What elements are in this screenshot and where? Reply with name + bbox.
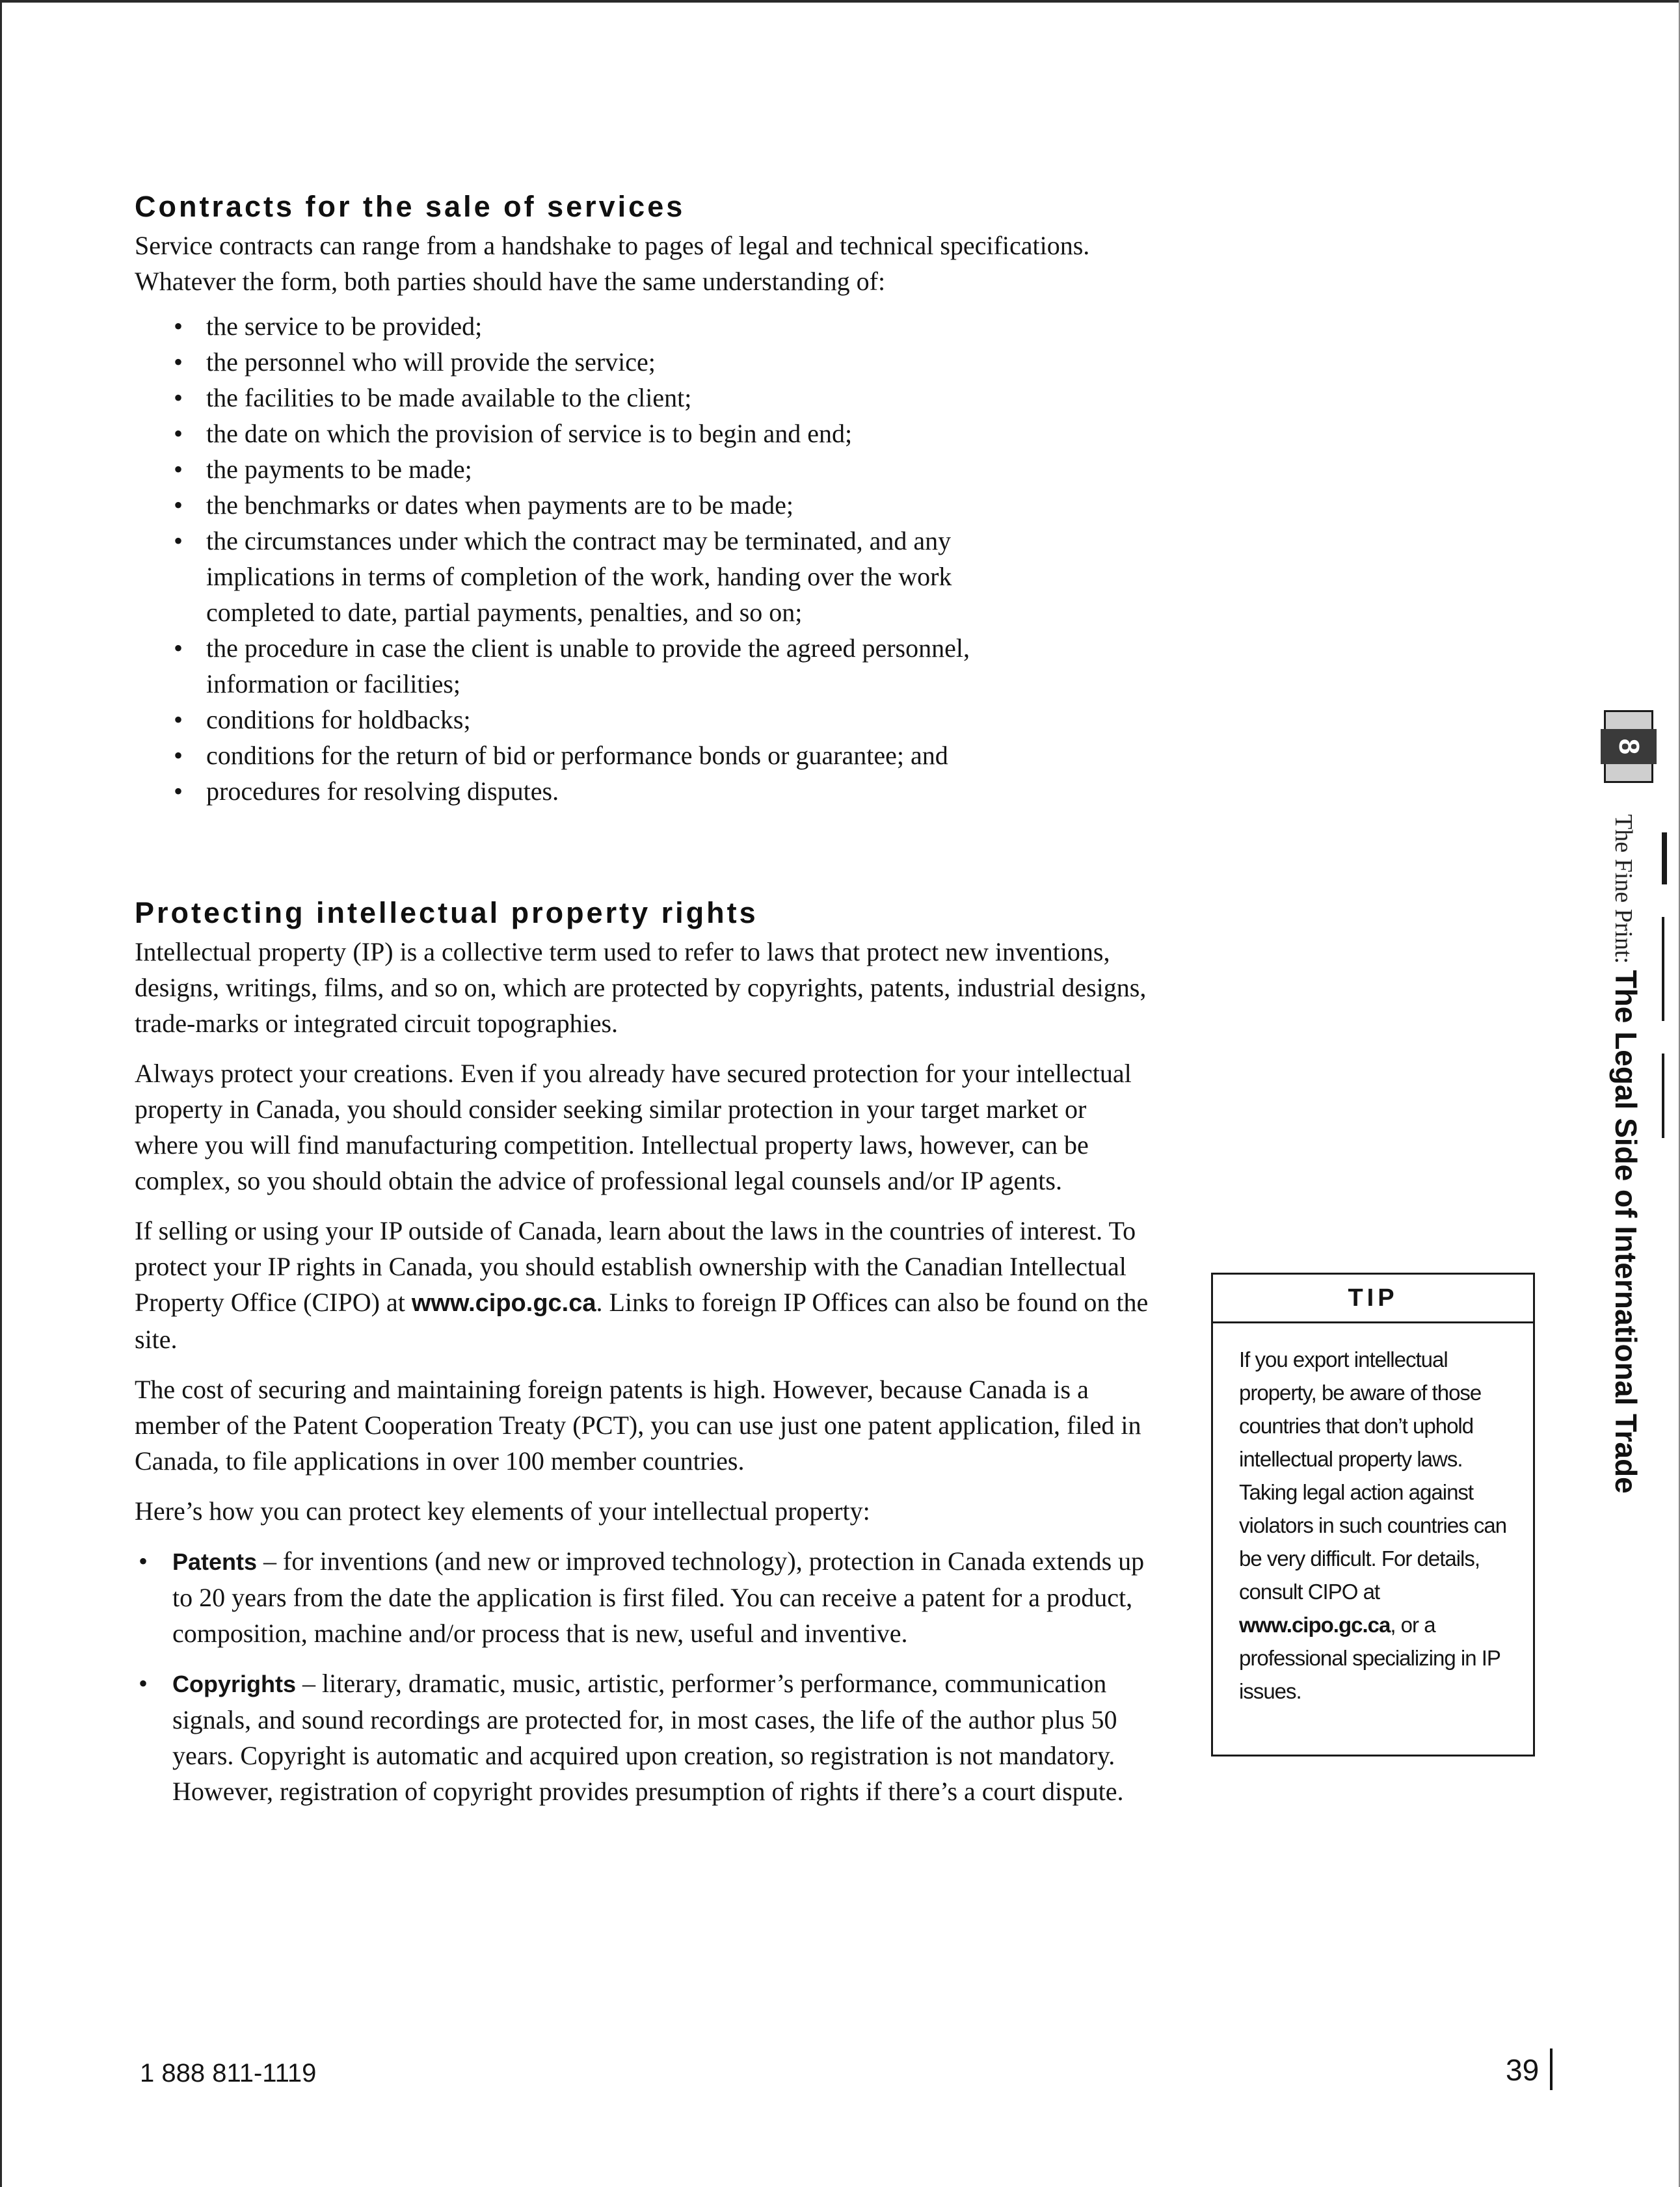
ip-paragraph-3-tail: . Links to foreign IP Offices can also be found on the site. xyxy=(135,1288,1149,1354)
side-title-main: The Legal Side of International Trade xyxy=(1609,970,1643,1494)
patents-description: – for inventions (and new or improved technology), protection in Canada extends up to 20 years from the date the application is first filed. You can receive a patent for a product, composition, machine and/or process that is new, useful and inventive. xyxy=(172,1546,1145,1648)
term-copyrights: Copyrights xyxy=(172,1671,297,1697)
ip-paragraph-2: Always protect your creations. Even if you already have secured protection for your intellectual property in Canada, you should consider seeking similar protection in your target market or where you will find manufacturing competition. Intellectual property laws, however, can be complex, so you should obtain the advice of professional legal counsels and/or IP agents. xyxy=(135,1059,1132,1195)
edge-mark xyxy=(1662,832,1667,884)
list-item: • the circumstances under which the contract may be terminated, and any implications in terms of completion of the work, handing over the work completed to date, partial payments, penalties, and so on; xyxy=(174,523,1065,630)
services-heading: Contracts for the sale of services xyxy=(135,190,686,223)
tip-text: If you export intellectual property, be aware of those countries that don’t uphold intellectual property laws. Taking legal action against violators in such countries can be very difficult. For details, consult CIPO at xyxy=(1239,1347,1507,1604)
services-intro-line-1: Service contracts can range from a handshake to pages of legal and technical specifications. xyxy=(135,231,1090,260)
list-item: • the service to be provided; xyxy=(174,308,1065,344)
ip-heading: Protecting intellectual property rights xyxy=(135,896,758,929)
ip-paragraph-3-text: If selling or using your IP outside of Canada, learn about the laws in the countries of interest. To protect your IP rights in Canada, you should establish ownership with the Canadian Intellectual Property Office (CIPO) at xyxy=(135,1216,1136,1317)
services-intro-line-2: Whatever the form, both parties should have the same understanding of: xyxy=(135,267,886,296)
tip-box xyxy=(1211,1273,1535,1756)
main-content xyxy=(135,186,1149,1823)
page-number-rule xyxy=(1550,2048,1553,2090)
section-spacer xyxy=(135,809,1149,892)
list-item: • the facilities to be made available to the client; xyxy=(174,380,1065,416)
list-item-copyrights xyxy=(135,1665,1149,1809)
list-item: • procedures for resolving disputes. xyxy=(174,773,1065,809)
chapter-badge xyxy=(1604,710,1653,783)
term-patents: Patents xyxy=(172,1548,258,1575)
list-item: • the personnel who will provide the service; xyxy=(174,344,1065,380)
list-item: • the payments to be made; xyxy=(174,451,1065,487)
tip-body xyxy=(1213,1323,1533,1708)
list-item: • the procedure in case the client is unable to provide the agreed personnel, information or facilities; xyxy=(174,630,1065,702)
services-list xyxy=(135,308,1065,809)
page-border-top xyxy=(0,0,1680,3)
edge-mark xyxy=(1662,1054,1664,1138)
copyrights-description: – literary, dramatic, music, artistic, performer’s performance, communication signals, and sound recordings are protected for, in most cases, the life of the author plus 50 years. Copyright is automatic and acquired upon creation, so registration is not mandatory. However, registration of copyright provides presumption of rights if there’s a court dispute. xyxy=(172,1669,1124,1806)
services-intro xyxy=(135,228,1149,299)
list-item: • conditions for holdbacks; xyxy=(174,702,1065,737)
tip-title: TIP xyxy=(1213,1275,1533,1323)
page-number: 39 xyxy=(1506,2053,1540,2087)
tip-cipo-link[interactable]: www.cipo.gc.ca xyxy=(1239,1613,1391,1637)
footer-phone: 1 888 811-1119 xyxy=(140,2059,317,2088)
ip-paragraph-3 xyxy=(135,1213,1149,1357)
cipo-link[interactable]: www.cipo.gc.ca xyxy=(411,1290,596,1317)
ip-paragraph-4: The cost of securing and maintaining foreign patents is high. However, because Canada is a member of the Patent Cooperation Treaty (PCT), you can use just one patent application, filed in Canada, to file applications in over 100 member countries. xyxy=(135,1375,1141,1476)
list-item: • conditions for the return of bid or performance bonds or guarantee; and xyxy=(174,737,1065,773)
ip-paragraph-1: Intellectual property (IP) is a collective term used to refer to laws that protect new inventions, designs, writings, films, and so on, which are protected by copyrights, patents, industrial designs, trade-marks or integrated circuit topographies. xyxy=(135,937,1147,1038)
page-border-left xyxy=(0,0,2,2187)
side-title-text xyxy=(1599,814,1646,1494)
ip-paragraph-5: Here’s how you can protect key elements of your intellectual property: xyxy=(135,1496,870,1526)
chapter-number: 8 xyxy=(1601,729,1657,764)
list-item: • the date on which the provision of service is to begin and end; xyxy=(174,416,1065,451)
side-title-prefix: The Fine Print: xyxy=(1610,814,1637,970)
edge-mark xyxy=(1662,917,1664,1021)
running-side-title xyxy=(1604,814,1656,1530)
tip-text-tail: , or a professional specializing in IP issues. xyxy=(1239,1613,1500,1703)
side-edge-marks xyxy=(1662,832,1667,1418)
list-item: • the benchmarks or dates when payments are to be made; xyxy=(174,487,1065,523)
list-item-patents xyxy=(135,1543,1149,1651)
ip-protection-list xyxy=(135,1543,1149,1809)
